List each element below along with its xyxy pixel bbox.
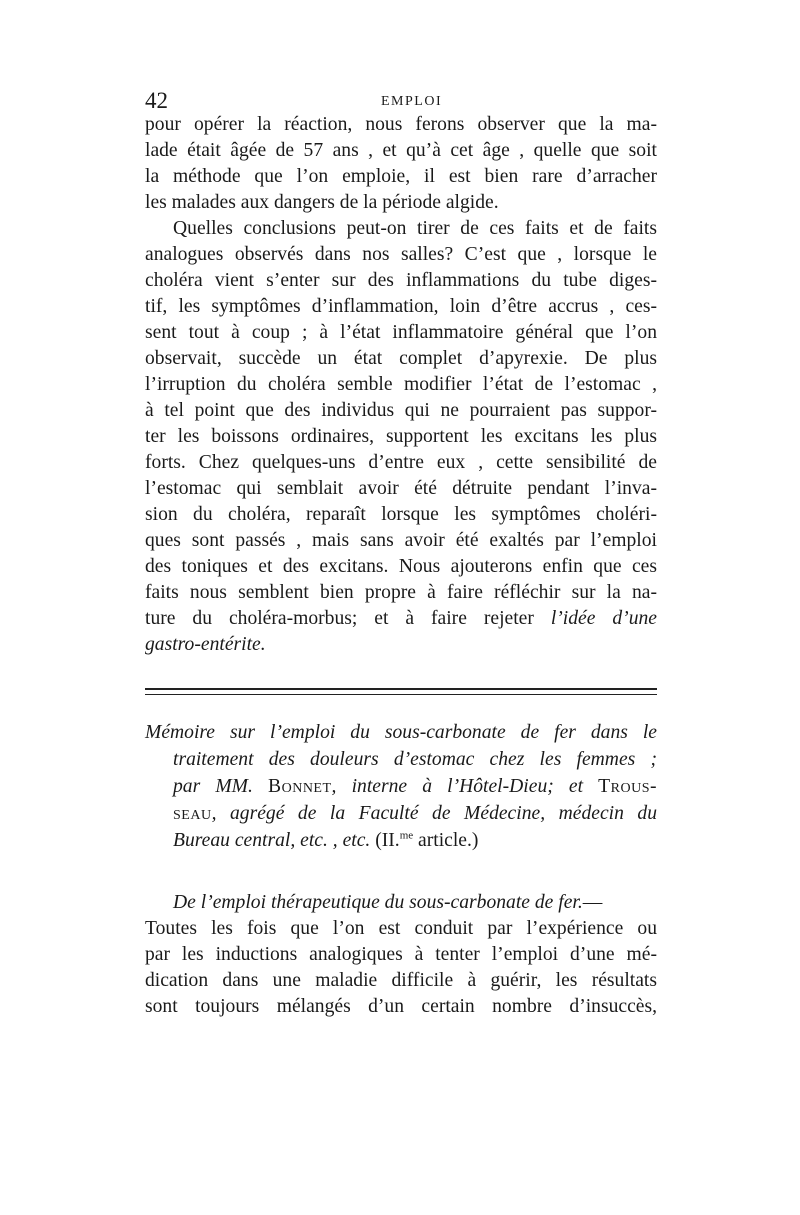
text-line: Toutes les fois que l’on est conduit par l’expérience ou — [145, 918, 657, 939]
title-line: Mémoire sur l’emploi du sous-carbonate de fer dans le — [145, 722, 657, 743]
italic-run: De l’emploi thérapeutique du sous-carbonate de fer. — [173, 892, 583, 913]
text-line: ter les boissons ordinaires, supportent les excitans les plus — [145, 426, 657, 447]
text-line: par les inductions analogiques à tenter l’emploi d’une mé- — [145, 944, 657, 965]
running-head — [145, 88, 657, 112]
title-line: traitement des douleurs d’estomac chez les femmes ; — [173, 749, 657, 770]
book-page — [145, 88, 657, 1020]
section-heading — [145, 890, 657, 916]
text-line: lade était âgée de 57 ans , et qu’à cet âge , quelle que soit — [145, 140, 657, 161]
text-run: , interne à l’Hôtel-Dieu; et — [331, 776, 599, 797]
text-run: , agrégé de la Faculté de Médecine, médecin du — [211, 803, 657, 824]
text-line: l’irruption du choléra semble modifier l’état de l’estomac , — [145, 374, 657, 395]
text-line: dication dans une maladie difficile à guérir, les résultats — [145, 970, 657, 991]
divider-thick — [145, 688, 657, 690]
text-run: (II. — [375, 830, 400, 851]
text-line: tif, les symptômes d’inflammation, loin d’être accrus , ces- — [145, 296, 657, 317]
text-run: Bureau central, etc. , etc. — [173, 830, 376, 851]
text-line: forts. Chez quelques-uns d’entre eux , cette sensibilité de — [145, 452, 657, 473]
italic-run: gastro-entérite. — [145, 634, 266, 655]
running-title: EMPLOI — [381, 94, 443, 109]
text-line: ques sont passés , mais sans avoir été exaltés par l’emploi — [145, 530, 657, 551]
superscript: me — [399, 829, 414, 842]
text-line: pour opérer la réaction, nous ferons observer que la ma- — [145, 114, 657, 135]
italic-run: l’idée d’une — [550, 608, 657, 629]
title-line — [145, 773, 657, 800]
section-divider — [145, 688, 657, 695]
text-line: sont toujours mélangés d’un certain nombre d’insuccès, — [145, 996, 657, 1017]
text-line: analogues observés dans nos salles? C’est que , lorsque le — [145, 244, 657, 265]
page-number: 42 — [145, 88, 168, 113]
text-line: sent tout à coup ; à l’état inflammatoire général que l’on — [145, 322, 657, 343]
text-line: des toniques et des excitans. Nous ajouterons enfin que ces — [145, 556, 657, 577]
paragraph-2 — [145, 216, 657, 658]
paragraph-1 — [145, 112, 657, 216]
title-line — [145, 800, 657, 827]
text-line: Quelles conclusions peut-on tirer de ces faits et de faits — [173, 218, 657, 239]
text-line: les malades aux dangers de la période algide. — [145, 192, 499, 213]
text-line: l’estomac qui semblait avoir été détruite pendant l’inva- — [145, 478, 657, 499]
divider-thin — [145, 694, 657, 695]
text-line — [145, 632, 657, 658]
author-name: Bonnet — [268, 776, 332, 797]
section-paragraph — [145, 890, 657, 1020]
text-line: à tel point que des individus qui ne pourraient pas suppor- — [145, 400, 657, 421]
text-line: la méthode que l’on emploie, il est bien rare d’arracher — [145, 166, 657, 187]
text-line — [145, 606, 657, 632]
author-name: seau — [173, 803, 212, 824]
text-line: observait, succède un état complet d’apyrexie. De plus — [145, 348, 657, 369]
section-therapeutic-use — [145, 890, 657, 1020]
author-name: Trous- — [598, 776, 658, 797]
text-line: faits nous semblent bien propre à faire réfléchir sur la na- — [145, 582, 657, 603]
text-run: par MM. — [173, 776, 269, 797]
text-run: article.) — [413, 830, 479, 851]
text-run: ture du choléra-morbus; et à faire rejeter — [145, 608, 551, 629]
text-run: — — [582, 892, 603, 913]
title-line — [145, 827, 657, 854]
text-line: sion du choléra, reparaît lorsque les symptômes choléri- — [145, 504, 657, 525]
text-line: choléra vient s’enter sur des inflammations du tube diges- — [145, 270, 657, 291]
article-title — [145, 719, 657, 854]
